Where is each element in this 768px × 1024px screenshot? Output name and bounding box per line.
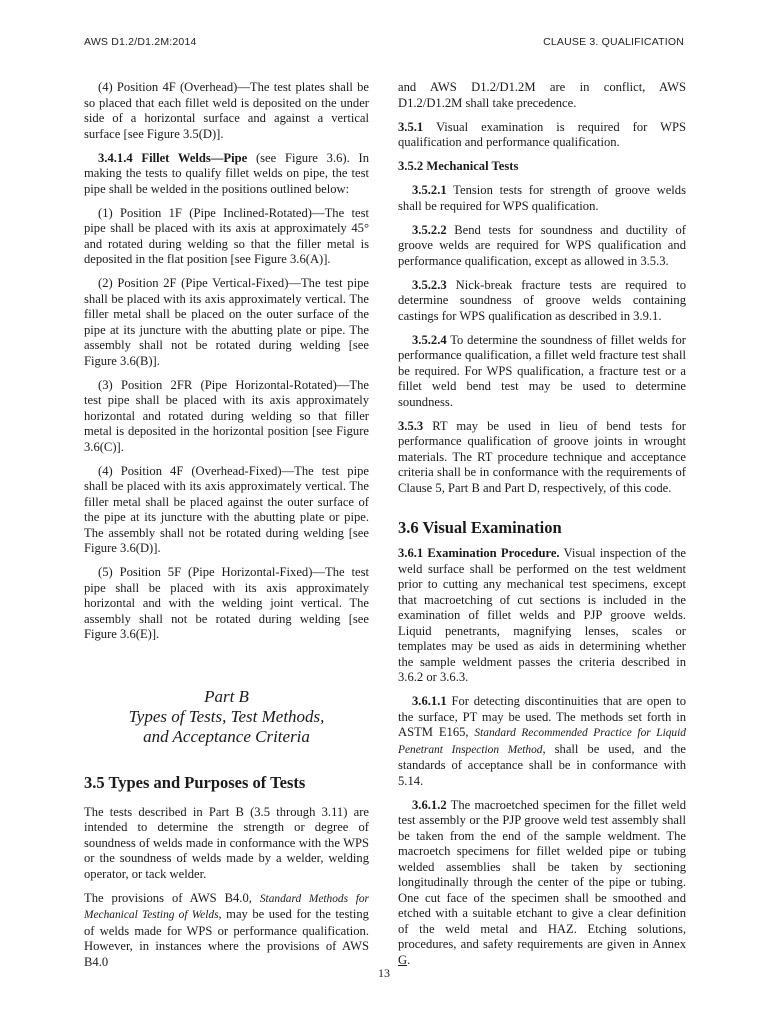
paragraph-position-2f: (2) Position 2F (Pipe Vertical-Fixed)—The test pipe shall be placed with its axis approximately vertical. The filler metal shall be placed on the outer surface of the pipe at its juncture with the abutting plate or pipe. The assembly shall not be rotated during welding [see Figure 3.6(B)]. (84, 276, 369, 368)
paragraph-3-6-1-1-text-a: For detecting discontinuities that are open to the surface, PT may be used. The methods set forth in ASTM E165, (398, 694, 686, 739)
subsection-heading-3-6-1-2: 3.6.1.2 (412, 797, 447, 812)
subsection-heading-3-5-2-2: 3.5.2.2 (412, 222, 447, 237)
paragraph-3-5-2-4 (398, 333, 686, 411)
annex-g-link[interactable]: G (398, 952, 408, 967)
paragraph-3-4-1-4-body: (see Figure 3.6). In making the tests to qualify fillet welds on pipe, the test pipe shall be welded in the positions outlined below: (84, 150, 369, 196)
paragraph-position-1f: (1) Position 1F (Pipe Inclined-Rotated)—The test pipe shall be placed with its axis at approximately 45° and rotated during welding so that the filler metal is deposited in the flat position [see Figure 3.6(A)]. (84, 205, 369, 266)
paragraph-3-6-1-1-text-b: , shall be used, and the standards of acceptance shall be in conformance with 5.14. (398, 741, 686, 788)
running-header-left: AWS D1.2/D1.2M:2014 (84, 36, 197, 48)
paragraph-3-6-1-2 (398, 798, 686, 969)
paragraph-3-5-provisions (84, 891, 369, 971)
paragraph-3-6-1-body: Visual inspection of the weld surface shall be performed on the test weldment prior to cutting any mechanical test specimens, except that macroetching of cut sections is included in the examination of fillet welds and PJP groove welds. Liquid penetrants, magnifying lenses, scales or templates may be used as aids in determining whether the sample weldment passes the criteria described in 3.6.2 or 3.6.3. (398, 546, 686, 684)
part-b-title-line-1: Part B (204, 686, 249, 706)
paragraph-3-5-provisions-text-a: The provisions of AWS B4.0, (84, 890, 260, 905)
section-heading-3-5: 3.5 Types and Purposes of Tests (84, 772, 306, 792)
paragraph-3-5-2-3-body: Nick-break fracture tests are required to determine soundness of groove welds containing castings for WPS qualification as described in 3.9.1. (398, 277, 686, 323)
reference-b4-0-title: Standard Methods for Mechanical Testing of Welds (84, 892, 369, 921)
paragraph-3-5-2-1-body: Tension tests for strength of groove welds shall be required for WPS qualification. (398, 183, 686, 213)
paragraph-3-5-3-body: RT may be used in lieu of bend tests for performance qualification of groove joints in wrought materials. The RT procedure technique and acceptance criteria shall be in conformance with the requirements of Clause 5, Part B and Part D, respectively, of this code. (398, 418, 686, 495)
paragraph-position-5f: (5) Position 5F (Pipe Horizontal-Fixed)—The test pipe shall be placed with its axis approximately horizontal and with the welding joint vertical. The assembly shall not be rotated during welding [see Figure 3.6(E)]. (84, 565, 369, 641)
paragraph-3-5-3 (398, 419, 686, 497)
paragraph-3-5-1 (398, 120, 686, 151)
subsection-heading-3-5-1: 3.5.1 (398, 119, 424, 134)
running-header-right: CLAUSE 3. QUALIFICATION (543, 36, 684, 48)
paragraph-3-5-2-3 (398, 278, 686, 325)
paragraph-3-6-1-2-end: . (407, 952, 411, 967)
subsection-heading-3-5-2-3: 3.5.2.3 (412, 277, 447, 292)
subsection-heading-3-6-1-1: 3.6.1.1 (412, 694, 447, 708)
paragraph-3-5-2-1 (398, 183, 686, 214)
subsection-heading-3-5-2: 3.5.2 Mechanical Tests (398, 159, 519, 173)
paragraph-3-6-1 (398, 546, 686, 686)
paragraph-3-5-2-2 (398, 223, 686, 270)
paragraph-continuation: and AWS D1.2/D1.2M are in conflict, AWS D1.2/D1.2M shall take precedence. (398, 80, 686, 110)
subsection-heading-3-4-1-4: 3.4.1.4 Fillet Welds—Pipe (98, 150, 248, 165)
paragraph-3-5-1-body: Visual examination is required for WPS qualification and performance qualification. (398, 119, 686, 149)
paragraph-3-5-provisions-text-b: , may be used for the testing of welds made for WPS or performance qualification. However, in instances where the provisions of AWS B4.0 (84, 907, 369, 969)
reference-astm-e165-title: Standard Recommended Practice for Liquid Penetrant Inspection Method (398, 727, 686, 756)
page-number: 13 (378, 966, 390, 980)
paragraph-3-5-intro: The tests described in Part B (3.5 through 3.11) are intended to determine the strength or degree of soundness of welds made in conformance with the WPS or the soundness of welds made by a welder, welding operator, or tack welder. (84, 804, 369, 881)
paragraph-position-4f-fixed: (4) Position 4F (Overhead-Fixed)—The test pipe shall be placed with its axis approximately vertical. The filler metal shall be placed against the outer surface of the pipe at its juncture with the abutting plate or pipe. The assembly shall not be rotated during welding [see Figure 3.6(D)]. (84, 463, 369, 555)
part-b-title-line-3: and Acceptance Criteria (143, 726, 310, 746)
paragraph-position-4f-overhead: (4) Position 4F (Overhead)—The test plates shall be so placed that each fillet weld is deposited on the under side of a horizontal surface and against a vertical surface [see Figure 3.5(D)]. (84, 80, 369, 141)
part-b-title (84, 687, 369, 747)
section-heading-3-6: 3.6 Visual Examination (398, 518, 562, 537)
subsection-heading-3-5-3: 3.5.3 (398, 418, 424, 433)
part-b-title-line-2: Types of Tests, Test Methods, (128, 706, 325, 726)
paragraph-3-6-1-1 (398, 694, 686, 789)
paragraph-3-4-1-4 (84, 151, 369, 198)
right-column (398, 80, 686, 977)
paragraph-3-6-1-2-text: The macroetched specimen for the fillet weld test assembly or the PJP groove weld test assembly shall be taken from the end of the sample weldment. The macroetch specimens for fillet welded pipe or tubing welded assemblies shall be taken by sectioning longitudinally through the center of the pipe or tubing. One cut face of the specimen shall be smoothed and etched with a suitable etchant to give a clear definition of the weld metal and HAZ. Etching solutions, procedures, and safety requirements are given in Annex (398, 797, 686, 951)
subsection-heading-3-5-2-1: 3.5.2.1 (412, 183, 447, 197)
paragraph-3-5-2-2-body: Bend tests for soundness and ductility of groove welds are required for WPS qualification and performance qualification, except as allowed in 3.5.3. (398, 222, 686, 268)
paragraph-3-5-2-4-body: To determine the soundness of fillet welds for performance qualification, a fillet weld fracture test shall be required. For WPS qualification, a fracture test or a fillet weld bend test may be used to determine soundness. (398, 332, 686, 409)
paragraph-position-2fr: (3) Position 2FR (Pipe Horizontal-Rotated)—The test pipe shall be placed with its axis approximately horizontal and rotated during welding so that filler metal is deposited in the horizontal position [see Figure 3.6(C)]. (84, 377, 369, 454)
left-column (84, 80, 369, 979)
subsection-heading-3-6-1: 3.6.1 Examination Procedure. (398, 546, 560, 560)
subsection-heading-3-5-2-4: 3.5.2.4 (412, 332, 447, 347)
